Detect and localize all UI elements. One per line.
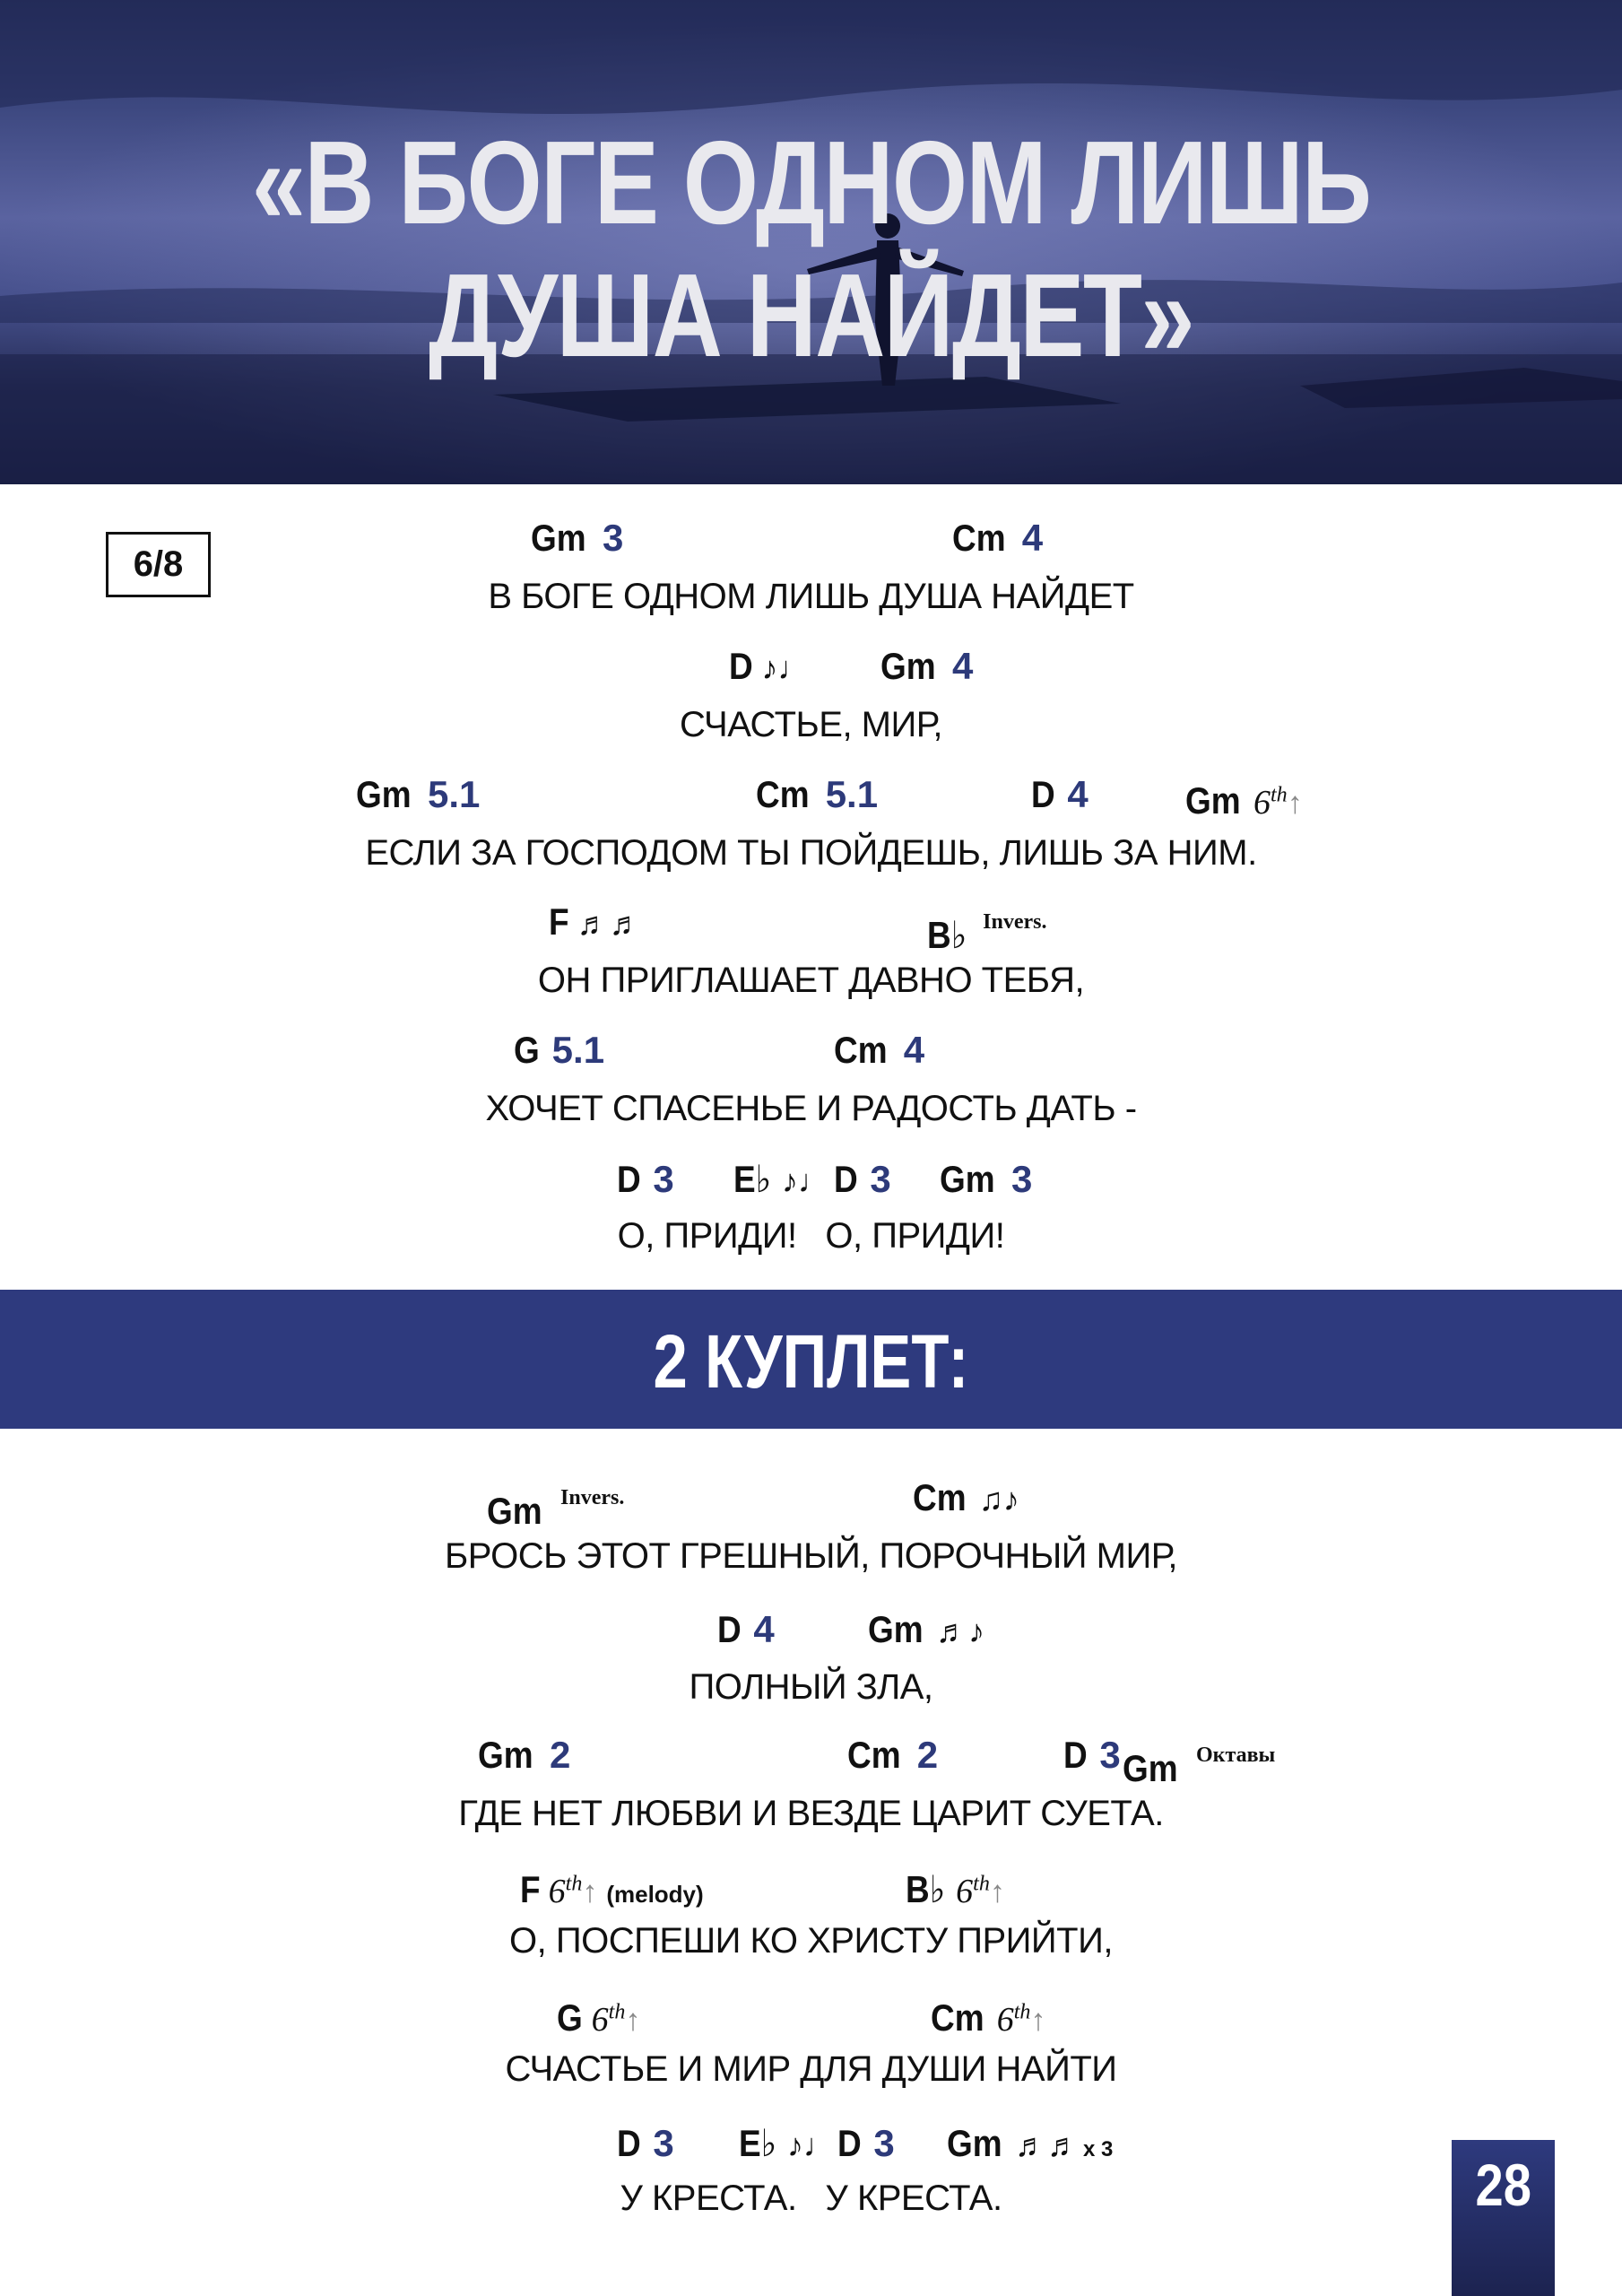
section-title: 2 КУПЛЕТ:	[653, 1319, 969, 1404]
chord-name: G	[557, 1996, 583, 2039]
page-title	[146, 117, 1476, 382]
chord-number: 4	[1067, 773, 1089, 815]
chord	[520, 1861, 704, 1917]
chord-name: D	[617, 2122, 641, 2164]
chord	[952, 516, 1043, 561]
chord	[487, 1475, 624, 1534]
chord-name: Cm	[913, 1476, 967, 1518]
chord-number: 4	[1021, 517, 1044, 559]
chord-number: 2	[550, 1734, 571, 1776]
sixth-interval: 6th	[996, 2000, 1031, 2039]
sixth-interval: 6th	[548, 1872, 583, 1910]
chord-name: F	[520, 1867, 541, 1910]
chord-name: Gm	[947, 2122, 1002, 2164]
chord-name: Gm	[478, 1734, 533, 1776]
chord-name: B♭	[927, 914, 967, 956]
chord-number: 3	[653, 1158, 674, 1200]
chord-number: 5.1	[428, 773, 481, 815]
chord-name: D	[617, 1158, 641, 1200]
chord	[617, 1157, 674, 1202]
lyric-line: О, ПОСПЕШИ КО ХРИСТУ ПРИЙТИ,	[509, 1921, 1113, 1961]
lyric-line: СЧАСТЬЕ И МИР ДЛЯ ДУШИ НАЙТИ	[505, 2049, 1117, 2089]
sixth-interval: 6th	[1253, 783, 1288, 822]
chord-name: Cm	[834, 1029, 888, 1071]
chord-name: Gm	[940, 1158, 995, 1200]
rhythm-note-icon: ♪♩	[786, 2126, 836, 2163]
title-line-2: ДУША НАЙДЕТ»	[429, 249, 1193, 381]
chord-name: Cm	[952, 517, 1006, 559]
rhythm-note-icon: ♫♪	[978, 1481, 1019, 1518]
chord-name: Gm	[356, 773, 412, 815]
chord	[931, 1989, 1045, 2043]
chord	[531, 516, 623, 561]
chord-name: D	[717, 1608, 742, 1650]
chord-name: D	[837, 2122, 862, 2164]
arrow-up-icon: ↑	[625, 2003, 641, 2038]
title-line-1: «В БОГЕ ОДНОМ ЛИШЬ	[251, 117, 1371, 248]
chord-annotation: Invers.	[983, 910, 1047, 934]
chord-name: Cm	[847, 1734, 901, 1776]
chord-name: G	[514, 1029, 540, 1071]
rhythm-note-icon: ♬♪	[936, 1613, 985, 1649]
sixth-interval: 6th	[591, 2000, 626, 2039]
chord-name: Cm	[931, 1996, 984, 2039]
chord-number: 3	[873, 2122, 895, 2164]
chord	[927, 900, 1047, 958]
chord-number: 4	[753, 1608, 775, 1650]
lyric-line: ОН ПРИГЛАШАЕТ ДАВНО ТЕБЯ,	[537, 961, 1085, 1000]
rhythm-note-icon: ♪♩	[781, 1162, 830, 1199]
lyric-line: ЕСЛИ ЗА ГОСПОДОМ ТЫ ПОЙДЕШЬ, ЛИШЬ ЗА НИМ.	[365, 833, 1257, 873]
chord-number: 3	[1099, 1734, 1121, 1776]
chord-name: D	[1031, 773, 1055, 815]
chord-name: Gm	[1123, 1747, 1178, 1789]
lyric-line: ГДЕ НЕТ ЛЮБВИ И ВЕЗДЕ ЦАРИТ СУЕТА.	[458, 1794, 1164, 1833]
chord	[1123, 1733, 1275, 1791]
lyric-line: О, ПРИДИ! О, ПРИДИ!	[617, 1216, 1005, 1256]
chord-number: 3	[870, 1158, 891, 1200]
chord	[834, 1157, 891, 1202]
lyric-line: В БОГЕ ОДНОМ ЛИШЬ ДУША НАЙДЕТ	[488, 577, 1134, 616]
chord	[1185, 772, 1303, 826]
chord	[906, 1861, 1005, 1915]
chord	[756, 772, 878, 817]
chord-name: Gm	[487, 1490, 542, 1532]
lyric-line: БРОСЬ ЭТОТ ГРЕШНЫЙ, ПОРОЧНЫЙ МИР,	[445, 1536, 1177, 1576]
chord-name: Gm	[531, 517, 586, 559]
arrow-up-icon: ↑	[1030, 2003, 1046, 2038]
chord-name: Cm	[756, 773, 810, 815]
chord	[733, 1157, 830, 1204]
lyric-line: СЧАСТЬЕ, МИР,	[680, 705, 942, 744]
chord	[478, 1733, 570, 1778]
chord-name: E♭	[733, 1158, 772, 1200]
chord-name: D	[834, 1158, 858, 1200]
chord-number: 4	[903, 1029, 925, 1071]
chord	[880, 644, 973, 689]
time-signature-box: 6/8	[106, 532, 211, 597]
rhythm-note-icon: ♪♩	[761, 649, 811, 686]
chord-name: Gm	[880, 645, 936, 687]
rhythm-note-icon: ♬♬	[1015, 2126, 1080, 2163]
chord-annotation: Октавы	[1196, 1744, 1276, 1767]
chord-number: 3	[603, 517, 624, 559]
chord	[557, 1989, 640, 2043]
lyric-line: ПОЛНЫЙ ЗЛА,	[689, 1667, 933, 1707]
repeat-count: x 3	[1083, 2137, 1114, 2161]
chord-number: 3	[653, 2122, 674, 2164]
chord-name: D	[729, 645, 753, 687]
chord-name: Gm	[1185, 778, 1241, 822]
chord	[913, 1475, 1019, 1522]
arrow-up-icon: ↑	[1287, 786, 1303, 821]
rhythm-note-icon: ♬♬	[577, 905, 642, 942]
chord-name: F	[549, 900, 569, 943]
chord	[514, 1028, 604, 1073]
chord	[549, 900, 642, 946]
chord-number: 3	[1011, 1158, 1033, 1200]
chord	[739, 2121, 836, 2168]
chord	[617, 2121, 674, 2166]
chord	[1031, 772, 1089, 817]
arrow-up-icon: ↑	[989, 1874, 1005, 1909]
chord-name: E♭	[739, 2122, 777, 2164]
chord	[847, 1733, 938, 1778]
sixth-interval: 6th	[956, 1872, 990, 1910]
chord	[834, 1028, 924, 1073]
chord-name: B♭	[906, 1867, 946, 1910]
chord-name: D	[1063, 1734, 1088, 1776]
arrow-up-icon: ↑	[582, 1874, 598, 1909]
chord-number: 2	[916, 1734, 939, 1776]
chord	[837, 2121, 895, 2166]
lyric-line: ХОЧЕТ СПАСЕНЬЕ И РАДОСТЬ ДАТЬ -	[485, 1089, 1137, 1128]
chord-number: 5.1	[551, 1029, 605, 1071]
page-number: 28	[1475, 2152, 1531, 2218]
chord	[717, 1607, 775, 1652]
chord	[947, 2121, 1113, 2172]
chord	[356, 772, 480, 817]
chord-number: 4	[952, 645, 974, 687]
chord-name: Gm	[868, 1608, 924, 1650]
chord	[1063, 1733, 1121, 1778]
chord-annotation: (melody)	[606, 1880, 704, 1908]
header-banner	[0, 0, 1622, 484]
chord	[868, 1607, 984, 1654]
chord	[940, 1157, 1032, 1202]
lyric-line: У КРЕСТА. У КРЕСТА.	[620, 2179, 1002, 2218]
chord	[729, 644, 810, 691]
chord-number: 5.1	[825, 773, 879, 815]
chord-annotation: Invers.	[560, 1486, 625, 1509]
page-number-badge	[1452, 2140, 1555, 2296]
